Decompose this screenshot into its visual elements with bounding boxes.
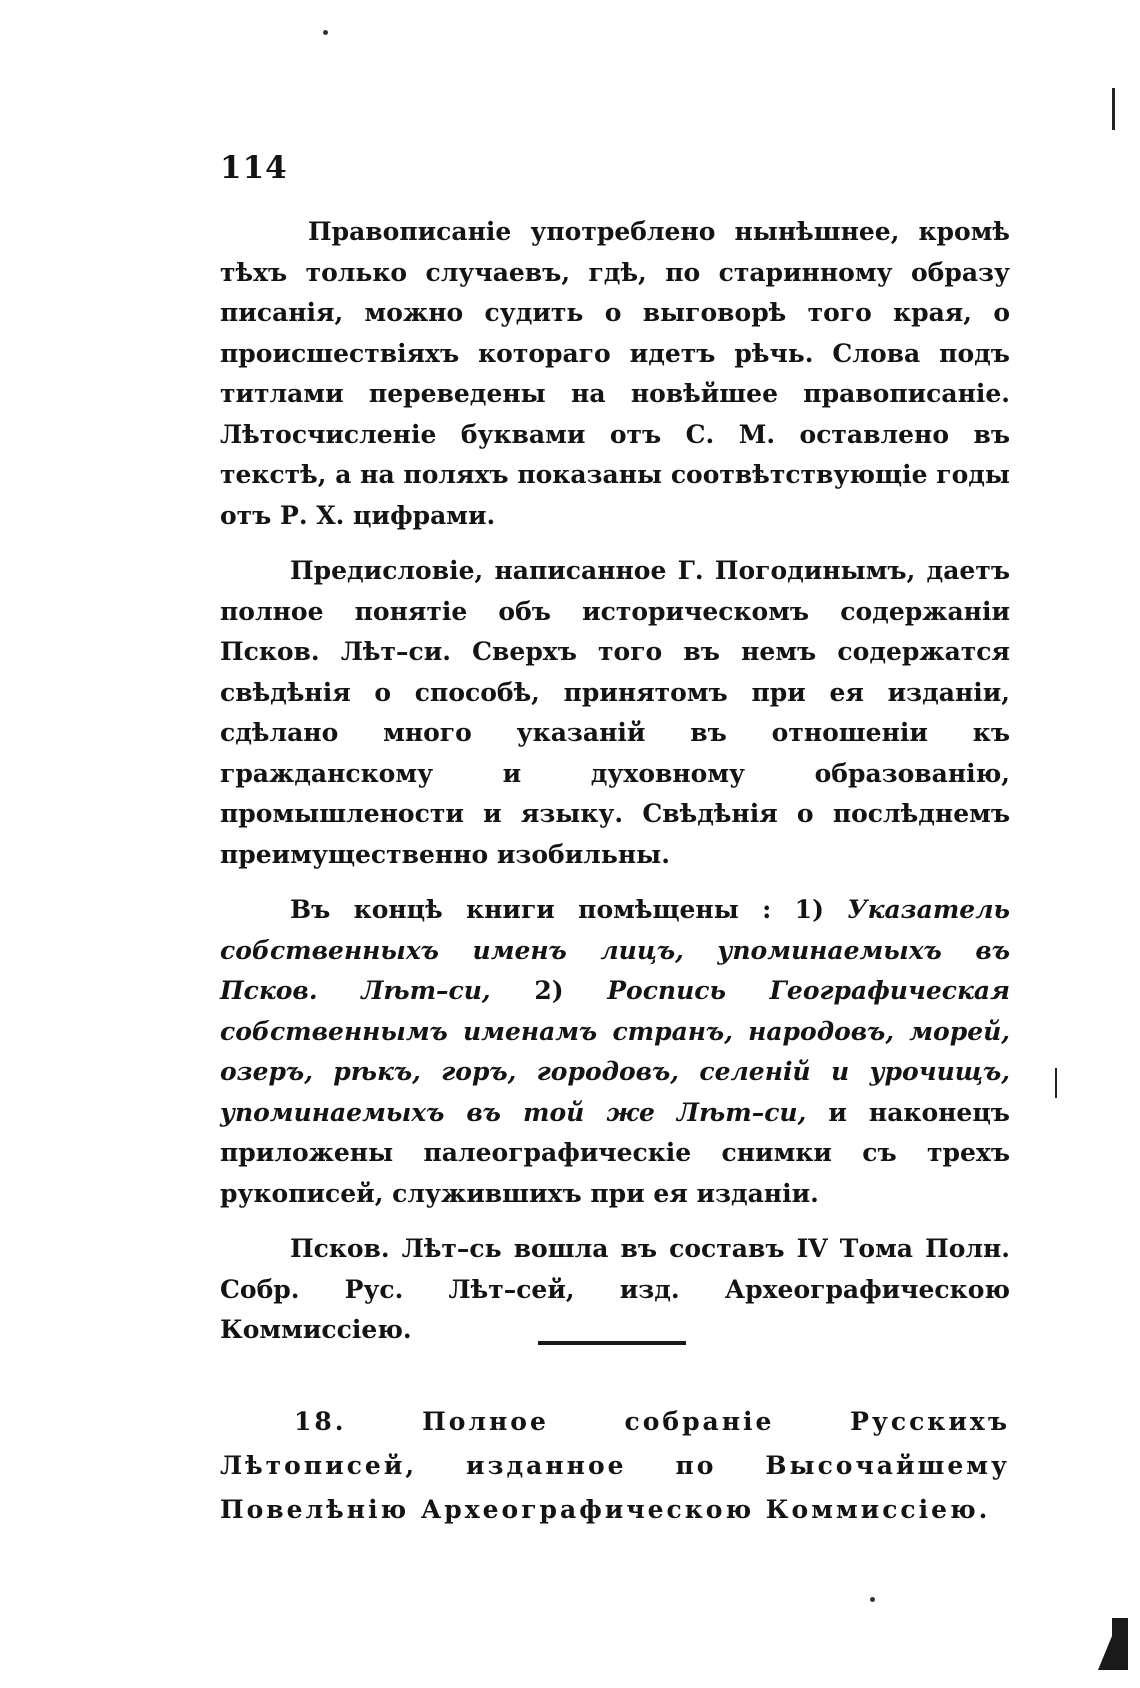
margin-mark — [1112, 88, 1115, 130]
ink-speck — [323, 30, 328, 35]
margin-mark — [1055, 1068, 1057, 1098]
contents-intro: Въ концѣ книги помѣщены : 1) — [290, 895, 824, 924]
corner-mark — [1098, 1636, 1112, 1670]
paragraph-preface: Предисловіе, написанное Г. Погодинымъ, даетъ полное понятіе объ историческомъ содержаніи Псков. Лѣт–си. Сверхъ того въ немъ содержатся свѣдѣнія о способѣ, принятомъ при ея изданіи, сдѣлано много указаній въ отношеніи къ гражданскому и духовному образованію, промышлености и языку. Свѣдѣнія о послѣднемъ преимущественно изобильны. — [220, 556, 1010, 869]
ink-speck — [870, 1597, 875, 1602]
section-divider — [538, 1341, 686, 1345]
paragraph-volume-note: Псков. Лѣт–сь вошла въ составъ IV Тома Полн. Собр. Рус. Лѣт–сей, изд. Археографическою Коммиссіею. — [220, 1234, 1010, 1344]
contents-ending: и наконецъ приложены палеографическіе снимки съ трехъ рукописей, служившихъ при ея изданіи. — [220, 1097, 1010, 1208]
geographic-list-title: Роспись Географическая собственнымъ именамъ странъ, народовъ, морей, озеръ, рѣкъ, горъ, городовъ, селеній и урочищъ, упоминаемыхъ въ той же Лѣт–си, — [220, 976, 1010, 1127]
main-text — [220, 212, 1010, 1366]
catalog-entry-18: 18. Полное собраніе Русскихъ Лѣтописей, изданное по Высочайшему Повелѣнію Археографическою Коммиссіею. — [220, 1407, 1010, 1524]
paragraph-contents — [220, 890, 1010, 1214]
page-number: 114 — [220, 150, 288, 186]
index-title: Указатель собственныхъ именъ лицъ, упоминаемыхъ въ Псков. Лѣт–си, — [220, 895, 1010, 1005]
paragraph-orthography: Правописаніе употреблено нынѣшнее, кромѣ тѣхъ только случаевъ, гдѣ, по старинному образу писанія, можно судить о выговорѣ того края, о происшествіяхъ котораго идетъ рѣчь. Слова подъ титлами переведены на новѣйшее правописаніе. Лѣтосчисленіе буквами отъ С. М. оставлено въ текстѣ, а на поляхъ показаны соотвѣтствующіе годы отъ Р. Х. цифрами. — [220, 217, 1010, 530]
contents-number-2: 2) — [534, 976, 564, 1005]
corner-mark — [1112, 1618, 1128, 1670]
